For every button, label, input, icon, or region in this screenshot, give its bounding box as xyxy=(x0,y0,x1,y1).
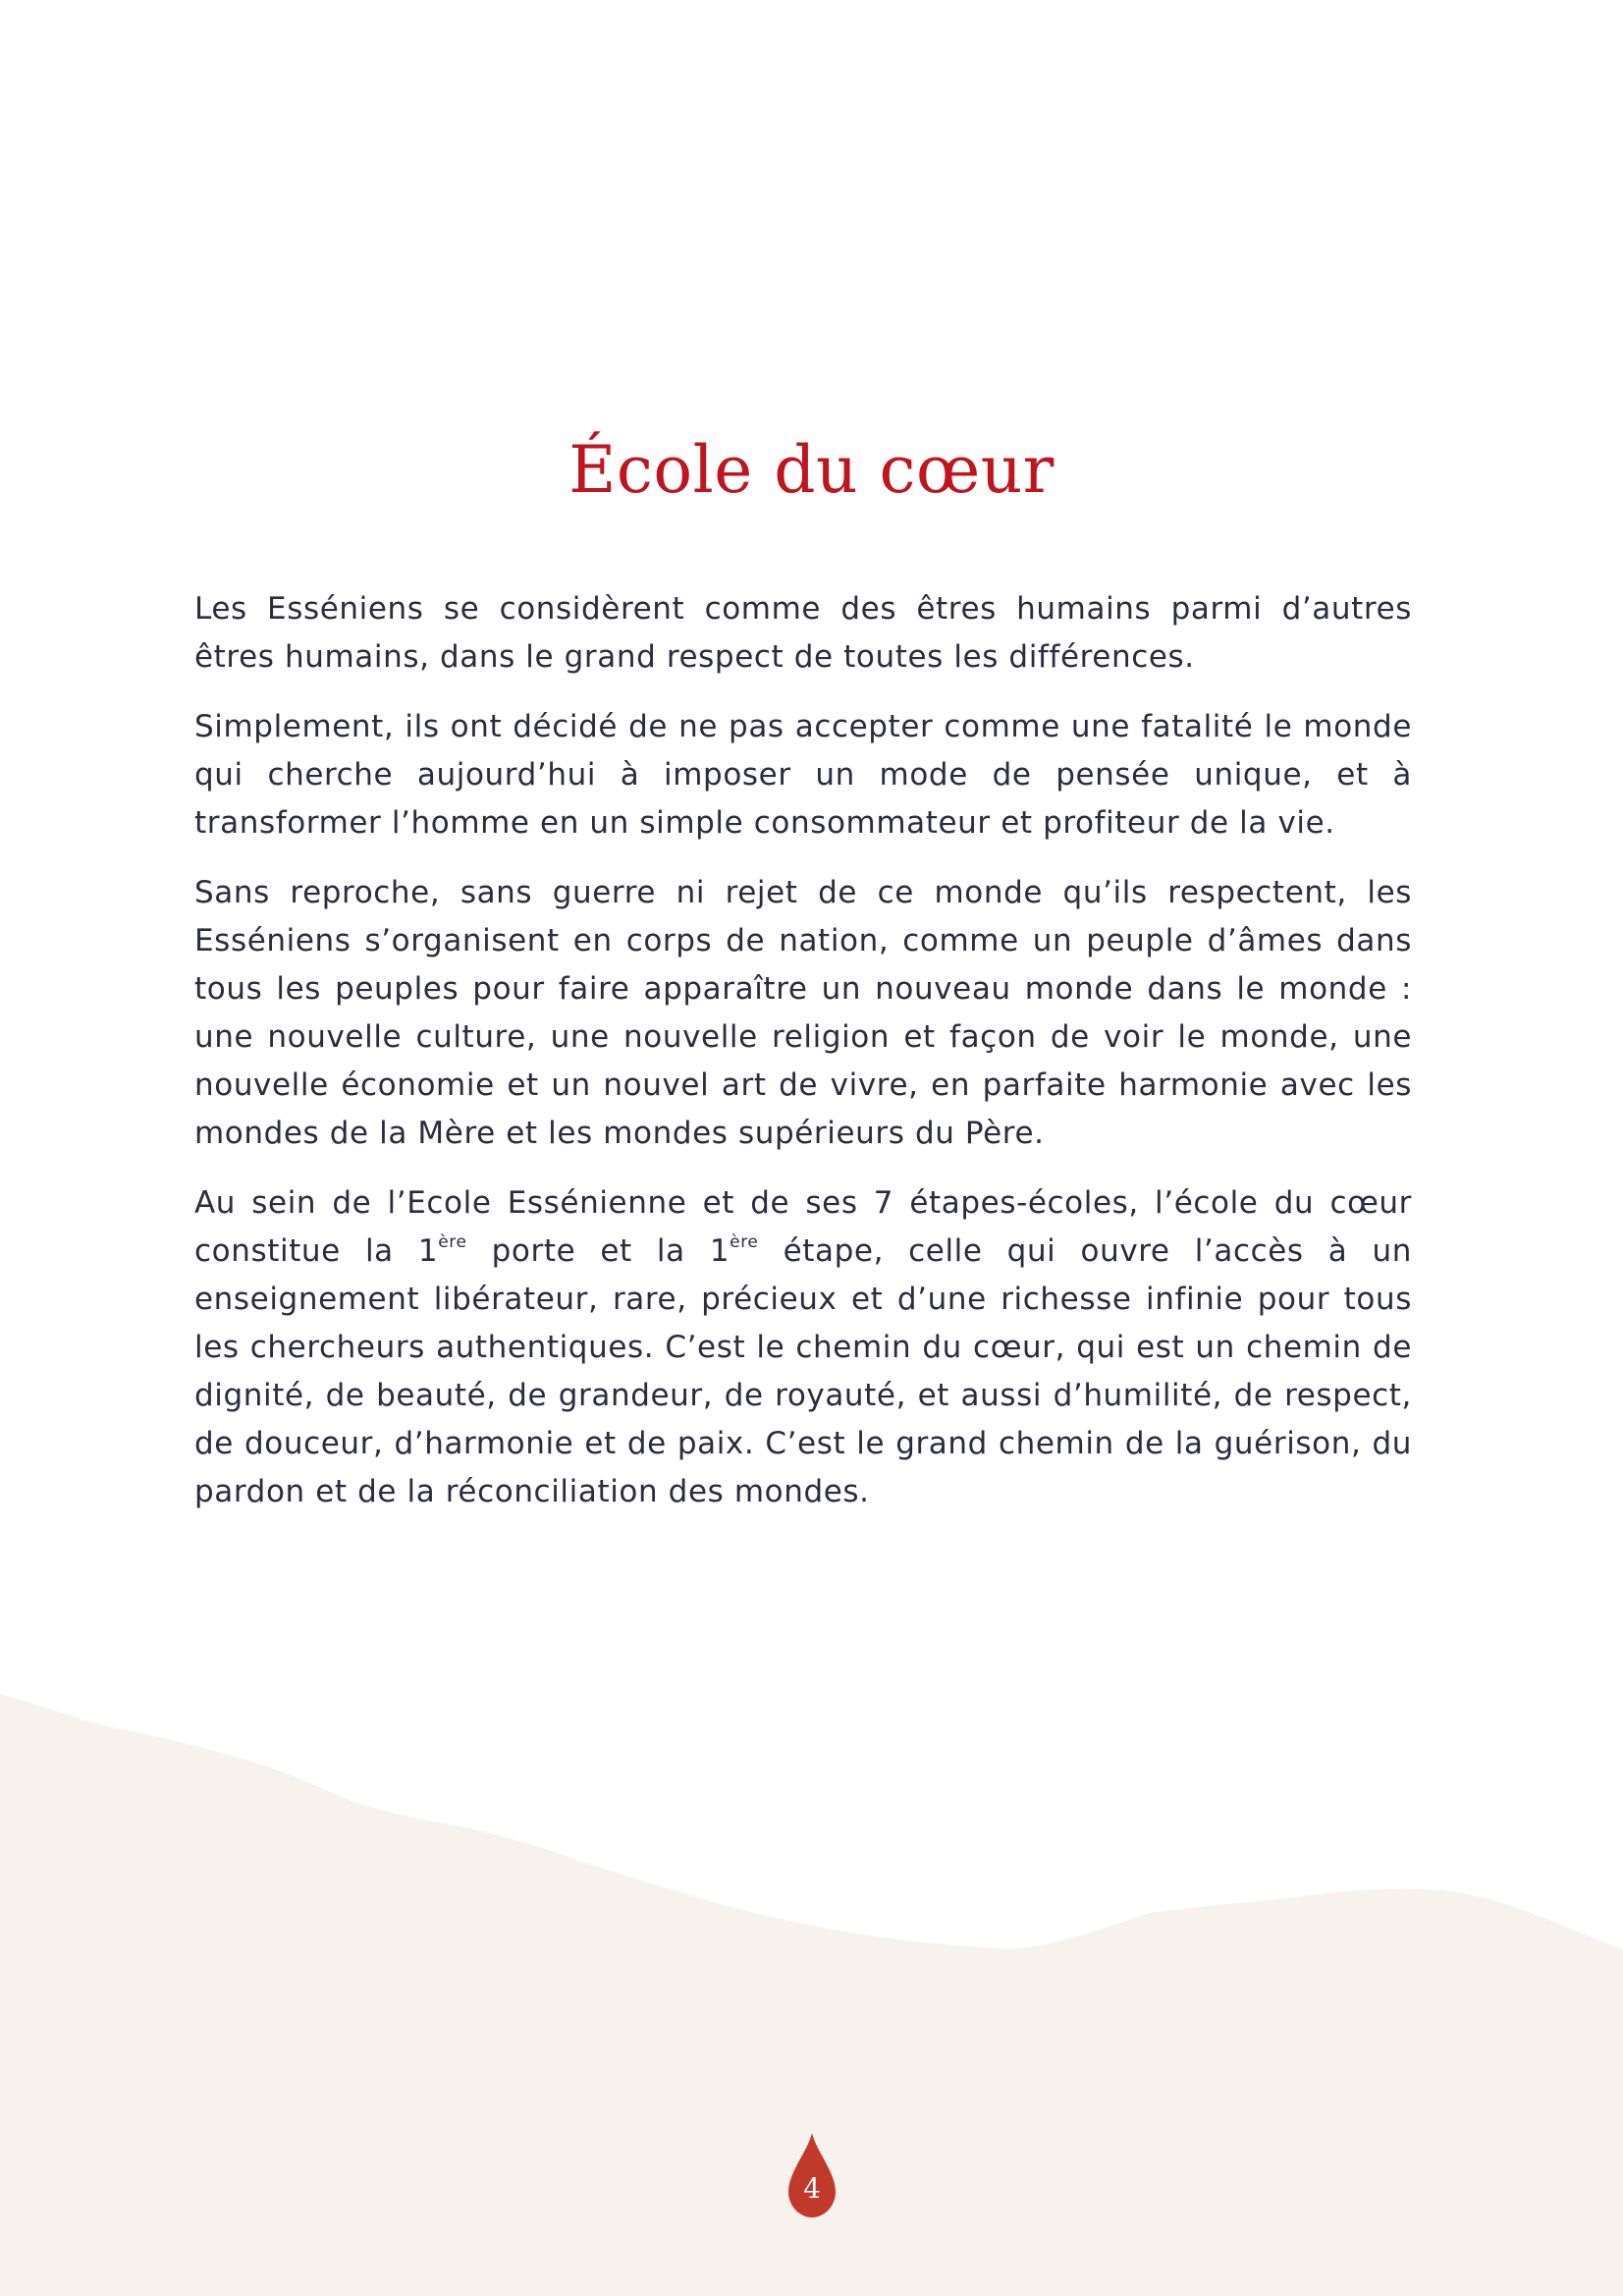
page-number: 4 xyxy=(803,2172,821,2205)
paragraph: Simplement, ils ont décidé de ne pas accepter comme une fatalité le monde qui cherche aujourd’hui à imposer un mode de pensée unique, et à transformer l’homme en un simple consommateur et profiteur de la vie. xyxy=(194,709,1412,841)
page-title: École du cœur xyxy=(568,432,1055,508)
ordinal-superscript: ère xyxy=(730,1232,759,1252)
paragraph-text: Au sein de l’Ecole Essénienne et de ses 7 étapes-écoles, l’école du cœur constitue la 1 xyxy=(194,1185,1412,1269)
ordinal-superscript: ère xyxy=(438,1232,467,1252)
body-text xyxy=(194,585,1412,1538)
paragraph-text: porte et la 1 xyxy=(466,1233,730,1269)
paragraph xyxy=(194,1179,1412,1516)
paragraph-text: étape, celle qui ouvre l’accès à un enseignement libérateur, rare, précieux et d’une richesse infinie pour tous les chercheurs authentiques. C’est le chemin du cœur, qui est un chemin de dignité, de beauté, de grandeur, de royauté, et aussi d’humilité, de respect, de douceur, d’harmonie et de paix. C’est le grand chemin de la guérison, du pardon et de la réconciliation des mondes. xyxy=(194,1233,1412,1509)
paragraph: Les Esséniens se considèrent comme des êtres humains parmi d’autres êtres humains, dans le grand respect de toutes les différences. xyxy=(194,591,1412,675)
paragraph: Sans reproche, sans guerre ni rejet de ce monde qu’ils respectent, les Esséniens s’organisent en corps de nation, comme un peuple d’âmes dans tous les peuples pour faire apparaître un nouveau monde dans le monde : une nouvelle culture, une nouvelle religion et façon de voir le monde, une nouvelle économie et un nouvel art de vivre, en parfaite harmonie avec les mondes de la Mère et les mondes supérieurs du Père. xyxy=(194,875,1412,1151)
